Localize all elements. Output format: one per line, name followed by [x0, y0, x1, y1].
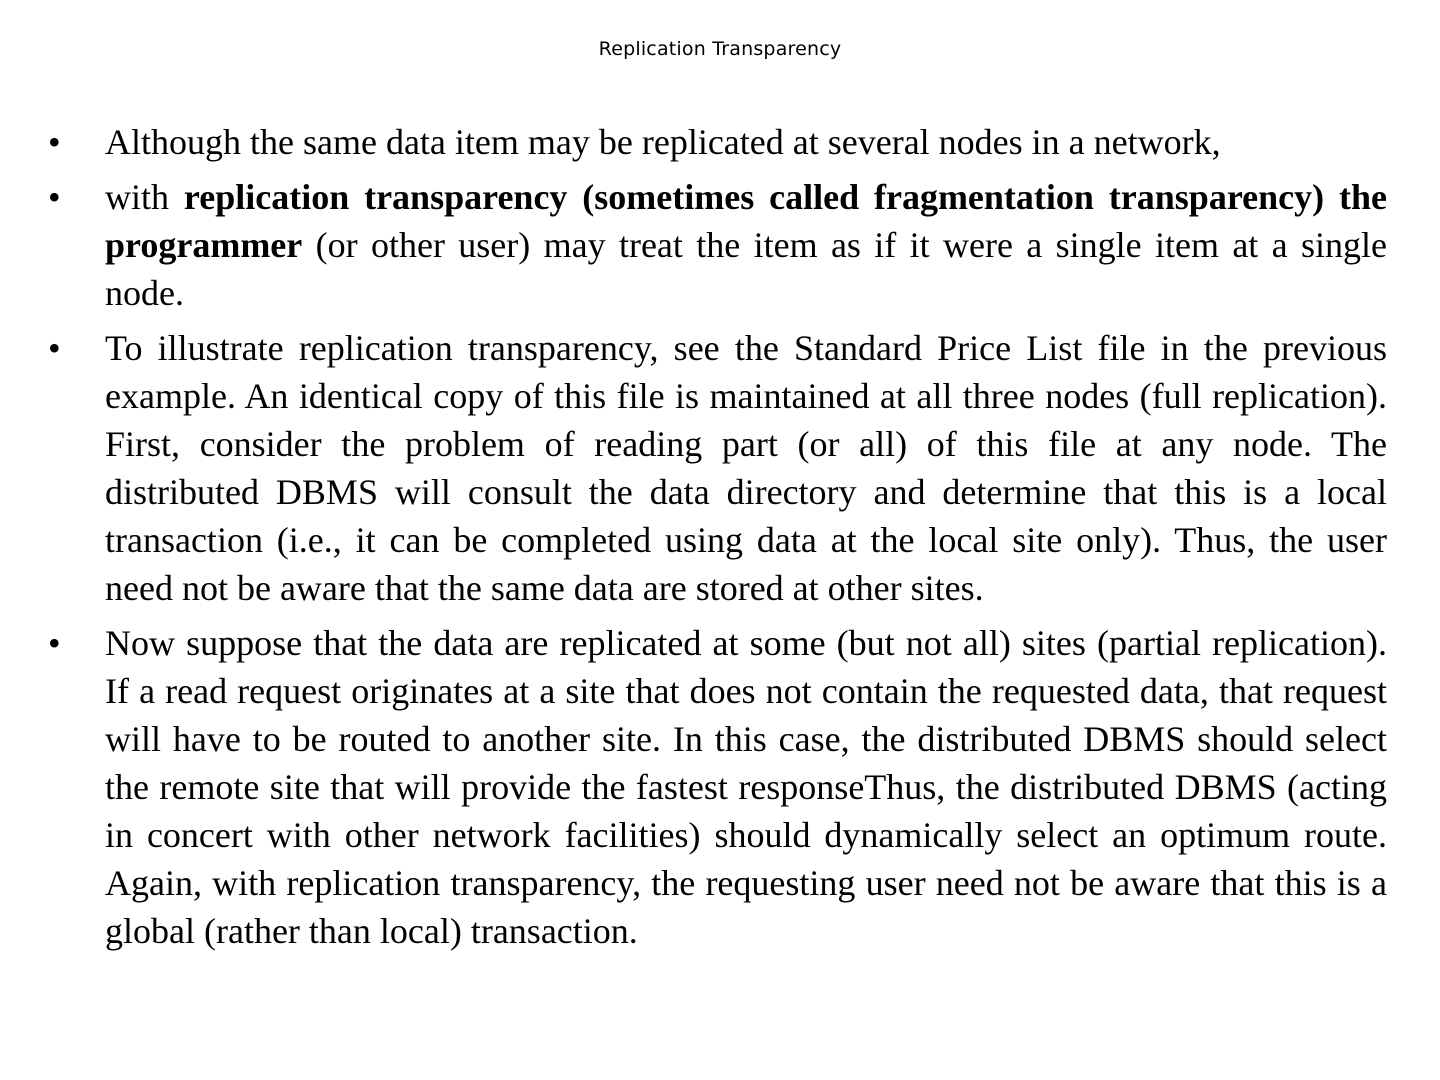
- bullet-text-prefix: with: [105, 177, 184, 217]
- bullet-list: [0, 118, 1440, 962]
- bullet-item-4: [0, 619, 1440, 955]
- slide-title: Replication Transparency: [598, 38, 842, 60]
- bullet-item-3: [0, 324, 1440, 612]
- bullet-text: Although the same data item may be replicated at several nodes in a network,: [105, 122, 1221, 162]
- bullet-item-2: [0, 173, 1440, 317]
- bullet-text-suffix: (or other user) may treat the item as if it were a single item at a single node.: [105, 225, 1387, 313]
- bullet-marker: •: [48, 122, 61, 162]
- bullet-text: Now suppose that the data are replicated at some (but not all) sites (partial replication). If a read request originates at a site that does not contain the requested data, that request will have to be routed to another site. In this case, the distributed DBMS should select the remote site that will provide the fastest responseThus, the distributed DBMS (acting in concert with other network facilities) should dynamically select an optimum route. Again, with replication transparency, the requesting user need not be aware that this is a global (rather than local) transaction.: [105, 623, 1387, 951]
- bullet-item-1: [0, 118, 1440, 166]
- bullet-marker: •: [48, 177, 61, 217]
- bullet-marker: •: [48, 623, 61, 663]
- bullet-text-bold: replication transparency (sometimes called fragmentation transparency) the programmer: [105, 177, 1387, 265]
- bullet-marker: •: [48, 328, 61, 368]
- bullet-text: [105, 173, 1387, 317]
- bullet-text: To illustrate replication transparency, see the Standard Price List file in the previous example. An identical copy of this file is maintained at all three nodes (full replication). First, consider the problem of reading part (or all) of this file at any node. The distributed DBMS will consult the data directory and determine that this is a local transaction (i.e., it can be completed using data at the local site only). Thus, the user need not be aware that the same data are stored at other sites.: [105, 328, 1387, 608]
